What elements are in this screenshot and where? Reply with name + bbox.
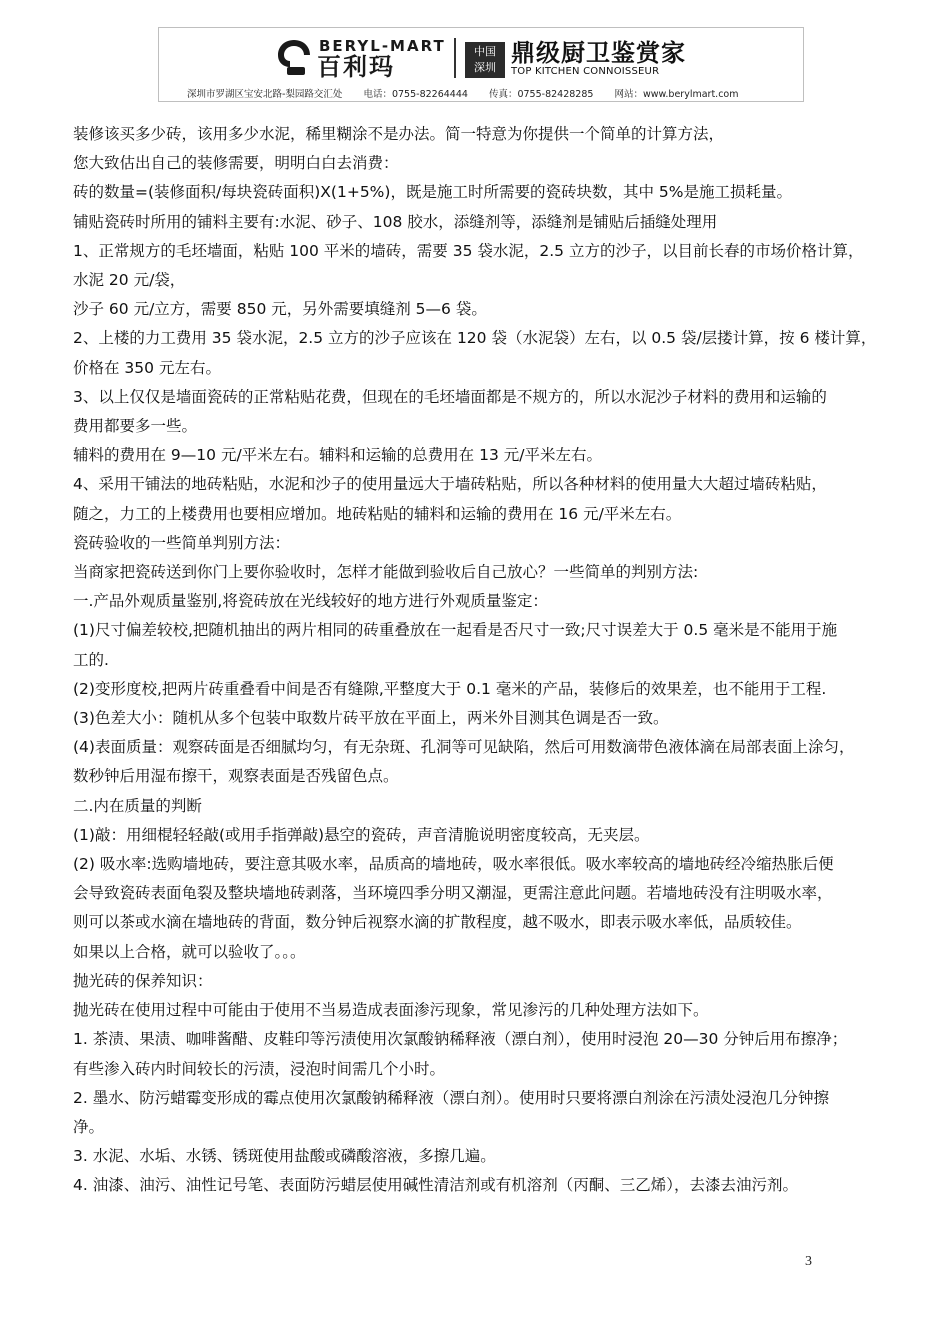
- text-line: 4、采用干铺法的地砖粘贴，水泥和沙子的使用量远大于墙砖粘贴，所以各种材料的使用量大大超过墙砖粘贴，: [73, 475, 827, 494]
- text-line: 沙子 60 元/立方，需要 850 元，另外需要填缝剂 5—6 袋。: [73, 300, 487, 319]
- region-line-2: 深圳: [474, 61, 496, 74]
- text-line: 净。: [73, 1117, 105, 1136]
- text-line: 费用都要多一些。: [73, 417, 198, 436]
- text-line: 抛光砖在使用过程中可能由于使用不当易造成表面渗污现象，常见渗污的几种处理方法如下。: [73, 1001, 709, 1020]
- contact-line: [187, 86, 756, 100]
- text-line: 二.内在质量的判断: [73, 796, 202, 815]
- website: 网站：www.berylmart.com: [614, 89, 739, 100]
- text-line: 1. 茶渍、果渍、咖啡酱醋、皮鞋印等污渍使用次氯酸钠稀释液（漂白剂），使用时浸泡 20—30 分钟后用布擦净；: [73, 1030, 848, 1049]
- text-line: 装修该买多少砖，该用多少水泥，稀里糊涂不是办法。简一特意为你提供一个简单的计算方法，: [73, 125, 725, 143]
- text-line: 4. 油漆、油污、油性记号笔、表面防污蜡层使用碱性清洁剂或有机溶剂（丙酮、三乙烯），去漆去油污剂。: [73, 1176, 798, 1195]
- text-line: 价格在 350 元左右。: [73, 358, 221, 377]
- slogan-cn: 鼎级厨卫鉴赏家: [511, 39, 686, 67]
- text-line: 您大致估出自己的装修需要，明明白白去消费：: [73, 154, 399, 173]
- text-line: 1、正常规方的毛坯墙面，粘贴 100 平米的墙砖，需要 35 袋水泥，2.5 立方的沙子，以目前长春的市场价格计算，: [73, 241, 864, 260]
- text-line: (4)表面质量：观察砖面是否细腻均匀，有无杂斑、孔洞等可见缺陷，然后可用数滴带色液体滴在局部表面上涂匀，: [73, 738, 855, 757]
- region-line-1: 中国: [474, 45, 496, 58]
- text-line: 一.产品外观质量鉴别,将瓷砖放在光线较好的地方进行外观质量鉴定：: [73, 592, 548, 611]
- text-line: (2)变形度校,把两片砖重叠看中间是否有缝隙,平整度大于 0.1 毫米的产品，装修后的效果差，也不能用于工程.: [73, 679, 827, 698]
- text-line: 铺贴瓷砖时所用的铺料主要有:水泥、砂子、108 胶水，添缝剂等，添缝剂是铺贴后插缝处理用: [73, 212, 718, 231]
- page-number: 3: [805, 1254, 812, 1269]
- text-line: 2、上楼的力工费用 35 袋水泥，2.5 立方的沙子应该在 120 袋（水泥袋）左右，以 0.5 袋/层搂计算，按 6 楼计算，: [73, 329, 877, 348]
- brand-en: BERYL-MART: [319, 37, 446, 55]
- text-line: 工的.: [73, 650, 109, 669]
- text-line: 瓷砖验收的一些简单判别方法：: [73, 533, 291, 552]
- text-line: 水泥 20 元/袋，: [73, 271, 186, 290]
- region-badge: [465, 42, 505, 78]
- text-line: 3. 水泥、水垢、水锈、锈斑使用盐酸或磷酸溶液，多擦几遍。: [73, 1147, 496, 1166]
- text-line: 则可以茶或水滴在墙地砖的背面，数分钟后视察水滴的扩散程度，越不吸水，即表示吸水率低，品质较佳。: [73, 913, 802, 932]
- text-line: (1)尺寸偏差较校,把随机抽出的两片相同的砖重叠放在一起看是否尺寸一致;尺寸误差大于 0.5 毫米是不能用于施: [73, 621, 838, 640]
- text-line: 随之，力工的上楼费用也要相应增加。地砖粘贴的辅料和运输的费用在 16 元/平米左右。: [73, 504, 682, 523]
- header-divider: [454, 38, 456, 78]
- text-line: (2) 吸水率:选购墙地砖，要注意其吸水率，品质高的墙地砖，吸水率很低。吸水率较高的墙地砖经冷缩热胀后便: [73, 855, 834, 874]
- text-line: 辅料的费用在 9—10 元/平米左右。辅料和运输的总费用在 13 元/平米左右。: [73, 446, 602, 465]
- logo-mark-icon: [275, 37, 313, 77]
- text-line: 如果以上合格，就可以验收了。。。: [73, 942, 306, 961]
- text-line: 抛光砖的保养知识：: [73, 971, 213, 990]
- address: 深圳市罗湖区宝安北路-梨园路交汇处: [187, 89, 343, 100]
- text-line: 有些渗入砖内时间较长的污渍，浸泡时间需几个小时。: [73, 1059, 446, 1078]
- text-line: 2. 墨水、防污蜡霉变形成的霉点使用次氯酸钠稀释液（漂白剂）。使用时只要将漂白剂涂在污渍处浸泡几分钟擦: [73, 1088, 829, 1107]
- text-line: 3、以上仅仅是墙面瓷砖的正常粘贴花费，但现在的毛坯墙面都是不规方的，所以水泥沙子材料的费用和运输的: [73, 387, 827, 406]
- text-line: 当商家把瓷砖送到你门上要你验收时，怎样才能做到验收后自己放心？一些简单的判别方法:: [73, 563, 699, 582]
- document-body: [73, 120, 895, 1201]
- text-line: 砖的数量=(装修面积/每块瓷砖面积)X(1+5%)，既是施工时所需要的瓷砖块数，其中 5%是施工损耗量。: [73, 183, 792, 202]
- text-line: 会导致瓷砖表面龟裂及整块墙地砖剥落，当环境四季分明又潮湿，更需注意此问题。若墙地砖没有注明吸水率，: [73, 884, 833, 903]
- phone: 电话：0755-82264444: [363, 89, 468, 100]
- text-line: (3)色差大小：随机从多个包装中取数片砖平放在平面上，两米外目测其色调是否一致。: [73, 709, 669, 728]
- text-line: (1)敲：用细棍轻轻敲(或用手指弹敲)悬空的瓷砖，声音清脆说明密度较高，无夹层。: [73, 825, 650, 844]
- fax: 传真：0755-82428285: [488, 89, 594, 100]
- text-line: 数秒钟后用湿布擦干，观察表面是否残留色点。: [73, 767, 399, 786]
- brand-cn: 百利玛: [317, 53, 395, 81]
- header-banner: [158, 27, 804, 102]
- slogan-en: TOP KITCHEN CONNOISSEUR: [511, 66, 660, 77]
